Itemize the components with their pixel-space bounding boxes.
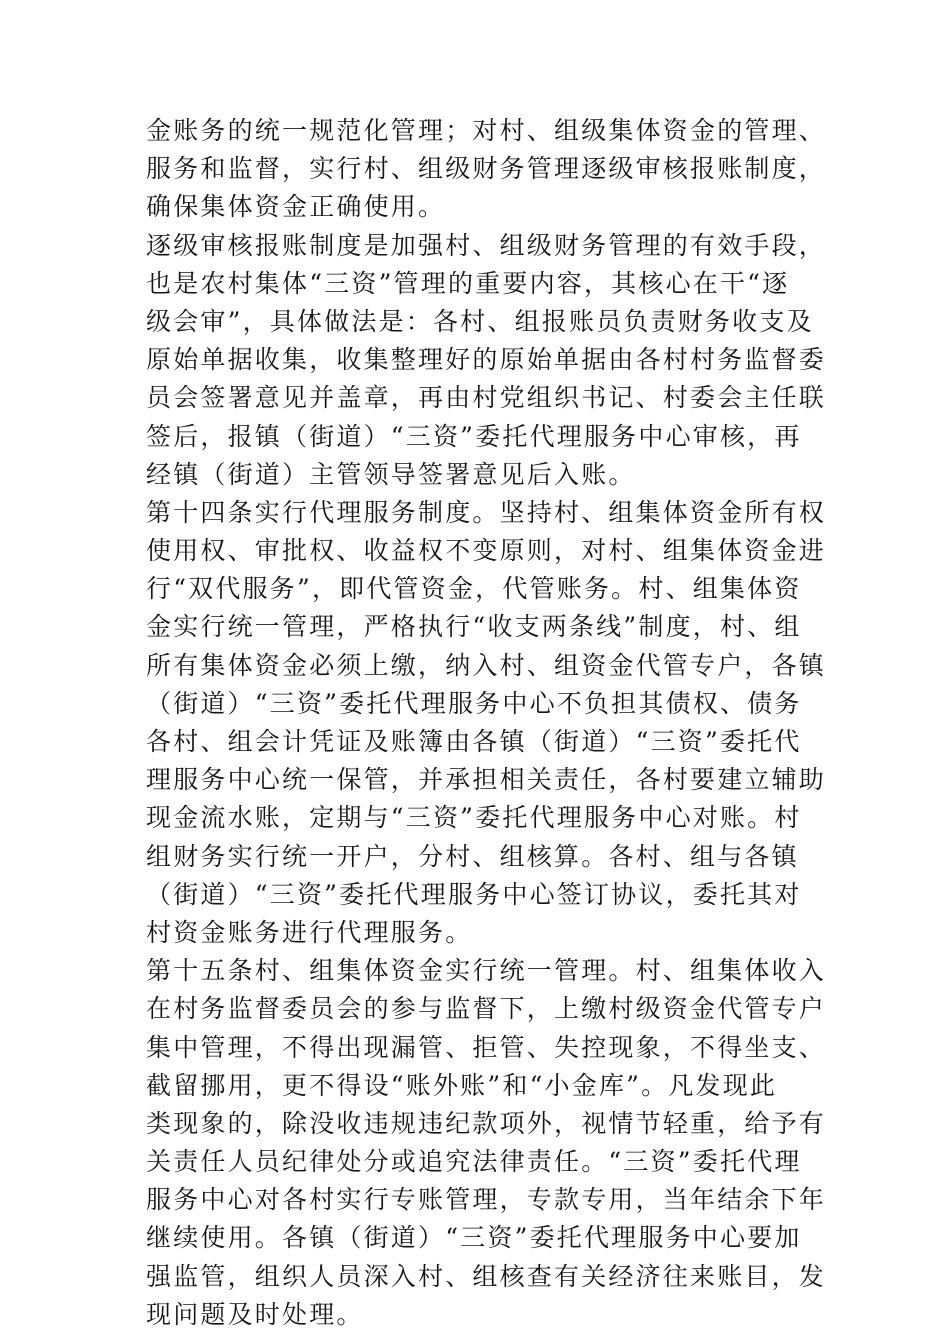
text-line: （街道）“三资”委托代理服务中心不负担其债权、债务 [146,688,802,718]
text-line: 员会签署意见并盖章，再由村党组织书记、村委会主任联 [146,383,827,413]
text-line: 现金流水账，定期与“三资”委托代理服务中心对账。村 [146,803,802,833]
text-line: 也是农村集体“三资”管理的重要内容，其核心在干“逐 [146,268,790,298]
text-line: 现问题及时处理。 [146,1299,364,1329]
text-line: 组财务实行统一开户，分村、组核算。各村、组与各镇 [146,841,799,871]
document-body [146,112,827,1334]
text-line: 服务中心对各村实行专账管理，专款专用，当年结余下年 [146,1185,827,1215]
text-line: 理服务中心统一保管，并承担相关责任，各村要建立辅助 [146,765,827,795]
text-line: 集中管理，不得出现漏管、拒管、失控现象，不得坐支、 [146,1032,827,1062]
text-line: 服务和监督，实行村、组级财务管理逐级审核报账制度， [146,154,827,184]
text-line: 金实行统一管理，严格执行“收支两条线”制度，村、组 [146,612,802,642]
text-line: 关责任人员纪律处分或追究法律责任。“三资”委托代理 [146,1147,802,1177]
text-line: 所有集体资金必须上缴，纳入村、组资金代管专户，各镇 [146,650,827,680]
text-line: 截留挪用，更不得设“账外账”和“小金库”。凡发现此 [146,1070,778,1100]
text-line: 原始单据收集，收集整理好的原始单据由各村村务监督委 [146,345,827,375]
text-line: 强监管，组织人员深入村、组核查有关经济往来账目，发 [146,1261,827,1291]
text-line: 级会审”，具体做法是：各村、组报账员负责财务收支及 [146,306,814,336]
text-line: 第十五条村、组集体资金实行统一管理。村、组集体收入 [146,956,827,986]
text-line: 经镇（街道）主管领导签署意见后入账。 [146,459,636,489]
text-line: 签后，报镇（街道）“三资”委托代理服务中心审核，再 [146,421,802,451]
text-line: 村资金账务进行代理服务。 [146,917,473,947]
text-line: （街道）“三资”委托代理服务中心签订协议，委托其对 [146,879,802,909]
text-line: 确保集体资金正确使用。 [146,192,446,222]
text-line: 第十四条实行代理服务制度。坚持村、组集体资金所有权 [146,497,827,527]
text-line: 金账务的统一规范化管理；对村、组级集体资金的管理、 [146,116,827,145]
text-line: 在村务监督委员会的参与监督下，上缴村级资金代管专户 [146,994,827,1024]
text-line: 使用权、审批权、收益权不变原则，对村、组集体资金进 [146,536,827,566]
text-line: 继续使用。各镇（街道）“三资”委托代理服务中心要加 [146,1223,802,1253]
text-line: 各村、组会计凭证及账簿由各镇（街道）“三资”委托代 [146,727,802,756]
text-line: 逐级审核报账制度是加强村、组级财务管理的有效手段， [146,230,827,260]
text-line: 类现象的，除没收违规违纪款项外，视情节轻重，给予有 [146,1108,827,1138]
text-line: 行“双代服务”，即代管资金，代管账务。村、组集体资 [146,574,802,604]
